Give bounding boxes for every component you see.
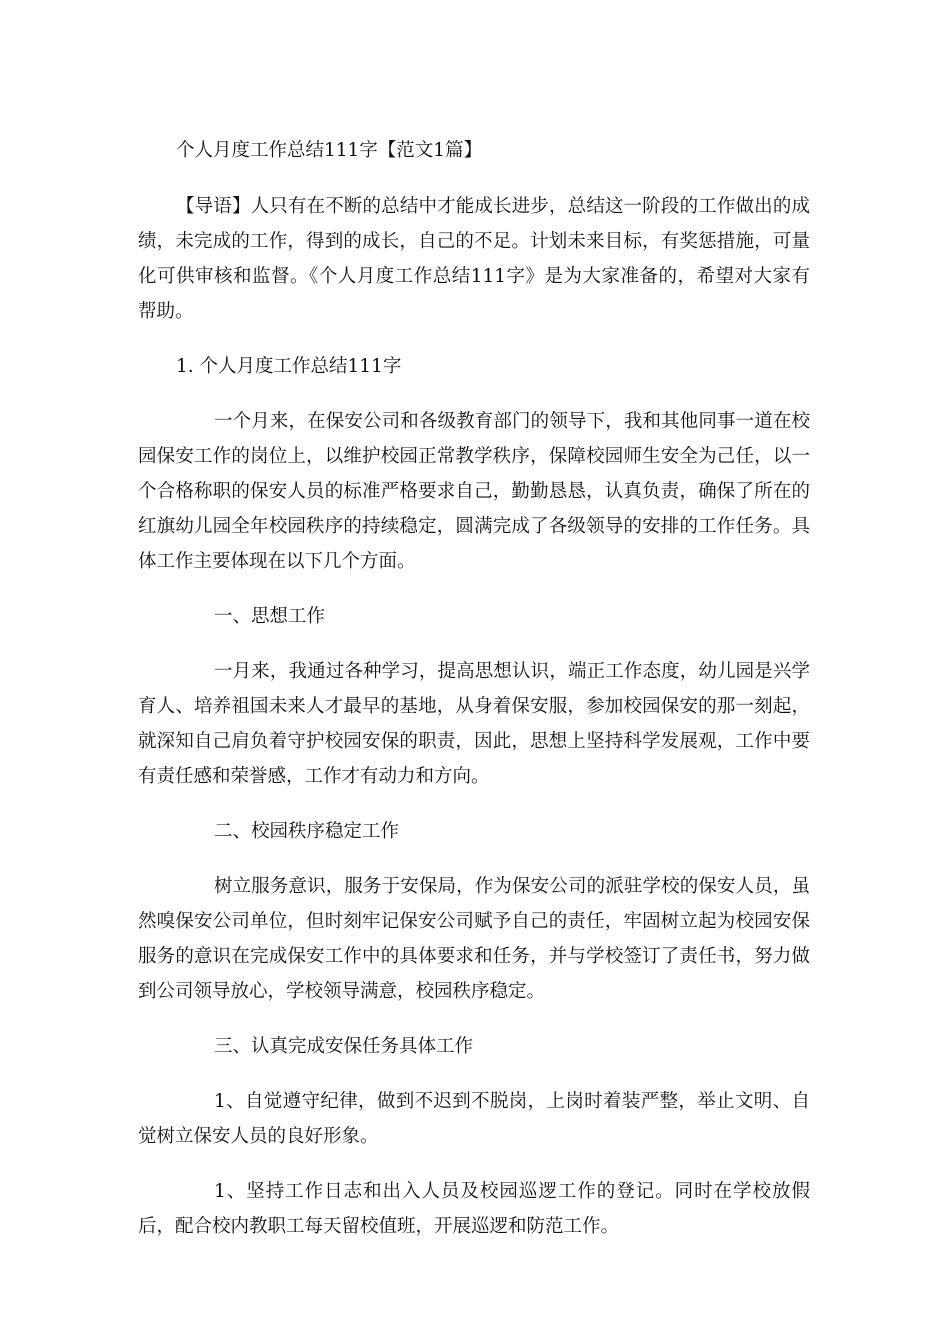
section-title: 1. 个人月度工作总结111字 (176, 356, 402, 377)
heading-campus-order: 二、校园秩序稳定工作 (214, 821, 400, 842)
intro-paragraph: 【导语】人只有在不断的总结中才能成长进步，总结这一阶段的工作做出的成绩，未完成的工作，得到的成长，自己的不足。计划未来目标，有奖惩措施，可量化可供审核和监督。《个人月度工作总结111字》是为大家准备的，希望对大家有帮助。 (138, 196, 810, 322)
thought-work-paragraph: 一月来，我通过各种学习，提高思想认识，端正工作态度，幼儿园是兴学育人、培养祖国未来人才最早的基地，从身着保安服，参加校园保安的那一刻起，就深知自己肩负着守护校园安保的职责，因此，思想上坚持科学发展观，工作中要有责任感和荣誉感，工作才有动力和方向。 (138, 661, 810, 787)
opening-paragraph: 一个月来，在保安公司和各级教育部门的领导下，我和其他同事一道在校园保安工作的岗位上，以维护校园正常教学秩序，保障校园师生安全为己任，以一个合格称职的保安人员的标准严格要求自己，勤勤恳恳，认真负责，确保了所在的红旗幼儿园全年校园秩序的持续稳定，圆满完成了各级领导的安排的工作任务。具体工作主要体现在以下几个方面。 (138, 411, 810, 572)
task-item-discipline: 1、自觉遵守纪律，做到不迟到不脱岗，上岗时着装严整，举止文明、自觉树立保安人员的良好形象。 (138, 1091, 810, 1147)
heading-thought-work: 一、思想工作 (214, 606, 326, 627)
heading-security-tasks: 三、认真完成安保任务具体工作 (214, 1036, 474, 1057)
task-item-logbook: 1、坚持工作日志和出入人员及校园巡逻工作的登记。同时在学校放假后，配合校内教职工每天留校值班，开展巡逻和防范工作。 (138, 1181, 810, 1237)
document-title: 个人月度工作总结111字【范文1篇】 (176, 140, 483, 161)
document-body (138, 133, 810, 1264)
campus-order-paragraph: 树立服务意识，服务于安保局，作为保安公司的派驻学校的保安人员，虽然嗅保安公司单位，但时刻牢记保安公司赋予自己的责任，牢固树立起为校园安保服务的意识在完成保安工作中的具体要求和任务，并与学校签订了责任书，努力做到公司领导放心，学校领导满意，校园秩序稳定。 (138, 876, 810, 1002)
